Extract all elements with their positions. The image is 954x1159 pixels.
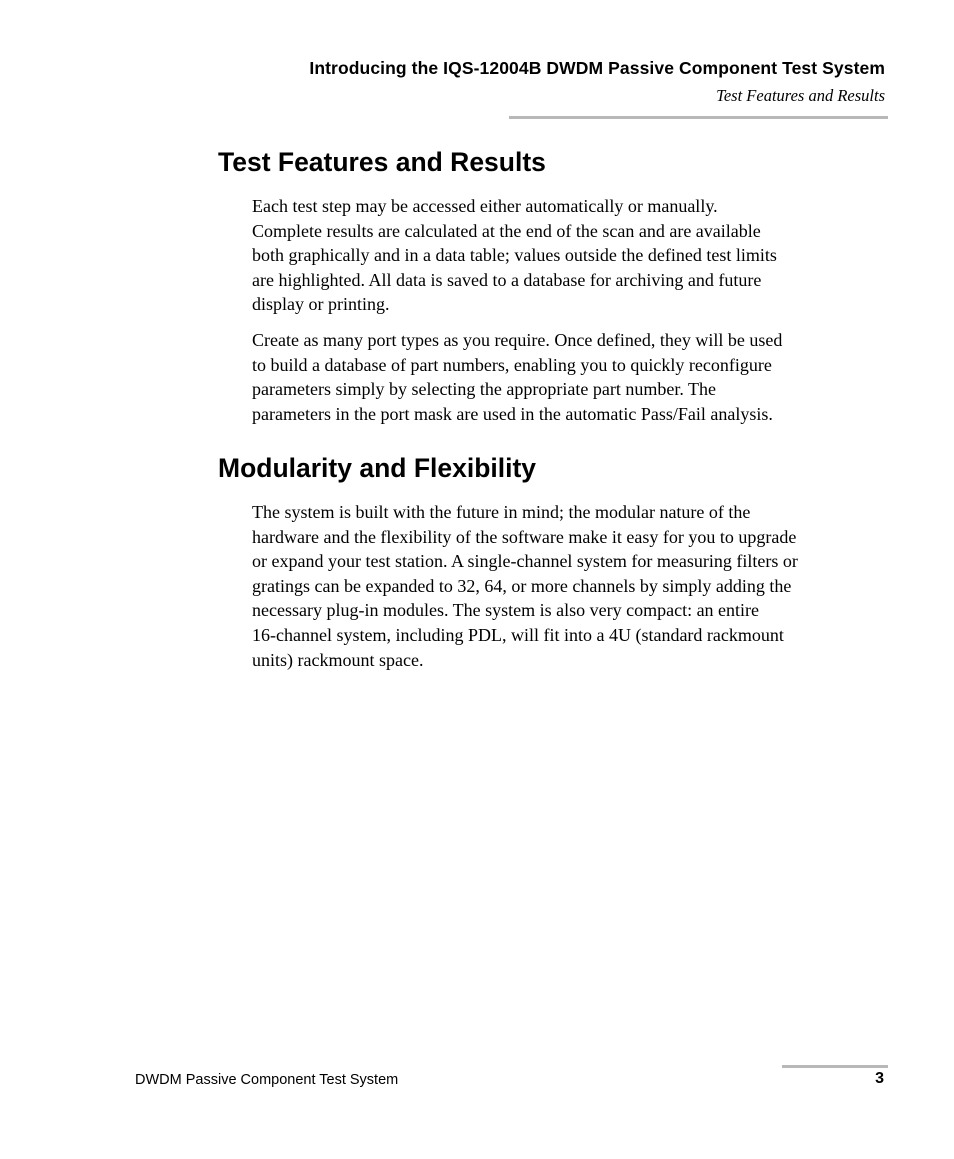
section-heading-modularity: Modularity and Flexibility [218,453,537,483]
paragraph-test-steps: Each test step may be accessed either automatically or manually. Complete results are calculated at the end of the scan and are available both graphically and in a data table; values outside the defined test limits are highlighted. All data is saved to a database for archiving and future display or printing. [252,196,777,315]
paragraph-port-types: Create as many port types as you require. Once defined, they will be used to build a database of part numbers, enabling you to quickly reconfigure parameters simply by selecting the appropriate part number. The parameters in the port mask are used in the automatic Pass/Fail analysis. [252,330,783,424]
footer-rule [782,1065,888,1068]
running-header [309,56,885,108]
page-number: 3 [875,1070,884,1087]
header-rule [509,116,888,119]
paragraph-modularity: The system is built with the future in mind; the modular nature of the hardware and the flexibility of the software make it easy for you to upgrade or expand your test station. A single-channel system for measuring filters or gratings can be expanded to 32, 64, or more channels by simply adding the necessary plug-in modules. The system is also very compact: an entire 16-channel system, including PDL, will fit into a 4U (standard rackmount units) rackmount space. [252,502,798,670]
section-heading-test-features: Test Features and Results [218,147,546,177]
chapter-title: Introducing the IQS-12004B DWDM Passive Component Test System [309,58,885,78]
footer-product-name: DWDM Passive Component Test System [135,1072,399,1088]
section-subtitle: Test Features and Results [716,86,885,105]
